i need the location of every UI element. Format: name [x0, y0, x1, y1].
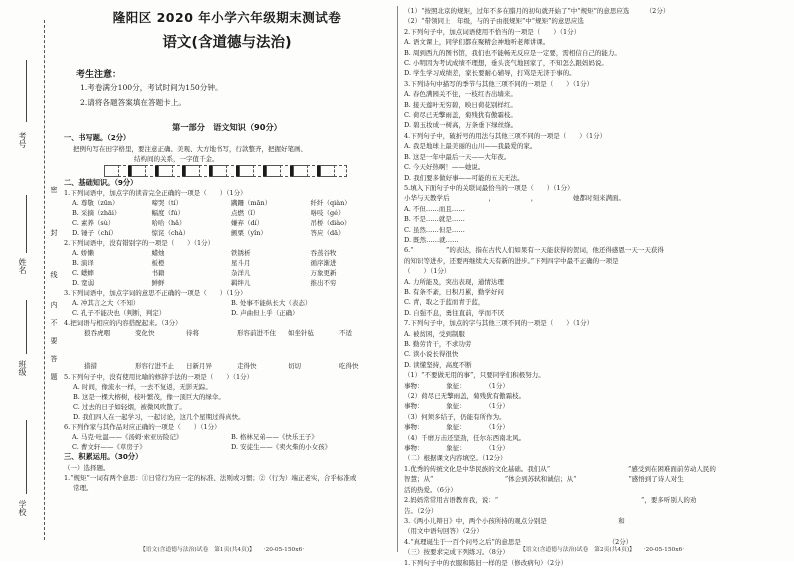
option-row: C. 素养（sù） 哈哈（hǎ） 嫌弃（dí） 吊桥（diào） — [72, 219, 351, 227]
label-school: 学校 — [18, 500, 27, 516]
notice-title: 考生注意： — [76, 70, 122, 80]
content-line: （2）“带领同上 年级，与的子由很规矩”中“规矩”的意思应选 — [404, 17, 584, 26]
content-line: C. 今天好热啊！——她说。 — [404, 163, 485, 172]
seal-char: 密 — [50, 186, 58, 194]
content-line: B. 周到西九的图书馆，我们也不能畅无反应是一定要，需相信自己的能力。 — [404, 48, 621, 57]
question-stem: 1.“规矩”一词有两个意思：①日常行为应一定的标准、法则或习惯；②（行为）端正老实，合乎标准或 — [64, 473, 357, 482]
seal-char: 要 — [50, 337, 58, 345]
seal-char: 题 — [50, 373, 58, 381]
class-field[interactable] — [26, 300, 27, 354]
option: A. 时间，像流水一样，一去不复返，无影无踪。 — [73, 383, 212, 391]
option-row: B. 采摘（zhāi） 幅度（fú） 点燃（ǐ） 咯吱（gé） — [72, 209, 345, 217]
content-line: B. 勤劳肯干，不求功劳 — [404, 340, 472, 348]
content-line: 2.下列句子中，加点词语使用不恰当的一项是（ ）（1分） — [404, 27, 581, 36]
left-page — [64, 8, 390, 493]
page-subtitle: 语文(含道德与法治) — [162, 35, 292, 51]
content-line: 5.填入下面句子中的关联词最恰当的一项是（ ）（1分） — [404, 183, 574, 192]
option: C. 过去的日子如轻烟，被微风吹散了。 — [73, 403, 186, 411]
page-title: 隆阳区 2020 年小学六年级期末测试卷 — [112, 10, 342, 25]
section-heading: 二、基础知识。（9分） — [64, 177, 138, 187]
name-field[interactable] — [26, 195, 27, 253]
content-line: B. 有条不紊，日积月累，勤学好问 — [404, 287, 504, 296]
instruction-text: 结构间的关系，一字值千金。 — [134, 154, 219, 163]
content-line: D. 自强不息，勇往直前，学而不厌 — [404, 308, 505, 317]
content-line: D. 学生学习成绩差，家长要耐心辅导，打骂是无济于事的。 — [404, 69, 576, 78]
content-line: C. 虽然……但是…… — [404, 225, 465, 234]
question-stem: 常理。 — [73, 483, 93, 492]
option: B. 这是一棵大榕树，枝叶繁茂，像一顶巨大的绿伞。 — [73, 393, 225, 401]
match-row-top[interactable]: 狼吞虎咽 变化快 待将 形容前进不住 如坐针毡 不适 — [84, 329, 352, 337]
content-line: 事物： 象征： （1分） — [404, 381, 509, 390]
option-row: A. 娇懒 蜡烛 铁锈析 吞蒸谷牧 — [72, 249, 337, 257]
match-row-bottom[interactable]: 措措 形容行进不止 日新月异 走得快 切切 吃得快 — [84, 362, 359, 370]
option-row: B. 演译 板橙 星斗月 循序渐进 — [72, 259, 337, 267]
content-line: 4.“真理诞生于一百个问号之后”的意思是 （2分） — [404, 537, 633, 546]
content-line: C. 小明因为考试成绩不理想，垂头丧气地回家了，不知怎么跟妈妈说。 — [404, 59, 608, 68]
label-number: 考号 — [18, 132, 27, 148]
content-line: （3）何须多结子，仍能有所作为。 — [404, 412, 506, 421]
question-stem: 4.把词语与相应的内容搭配起来。（3分） — [64, 319, 182, 327]
content-line: D. 碧玉妆成一树高，万条垂下绿丝绦。 — [404, 121, 518, 130]
content-line: 2.妈妈常常用古语教育我，说：“ ”，要多听别人的劝 — [404, 496, 697, 505]
content-line: 告。（2分） — [404, 506, 438, 515]
content-line: 1.下列句子中的衣服和陈旧一样的是（修改病句）（2分） — [404, 558, 568, 567]
content-line: A. 力所能及，突出表现，通情达理 — [404, 277, 504, 286]
content-line: （三）按要求完成下列练习。（8分） — [404, 548, 509, 557]
binding-margin — [0, 0, 62, 561]
seal-char: 封 — [50, 229, 58, 237]
option-row: D. 锤子（chí） 惊诧（chà） 颤栗（yǐn） 答应（dā） — [72, 229, 345, 237]
content-line: D. 读懂坚持，高度不断 — [404, 360, 472, 369]
seal-char: 不 — [50, 319, 58, 327]
content-line: C. 青，取之于蓝而青于蓝， — [404, 298, 485, 307]
notice-line: 1.考卷满分100分，考试时间为150分钟。 — [80, 83, 223, 92]
section-heading: 一、书写题。（2分） — [64, 133, 131, 142]
question-stem: 3.下列词语中，加点字词的意思不正确的一项是（ ）（1分） — [64, 289, 247, 297]
content-line: 事物： 象征： （1分） — [404, 402, 509, 411]
subsection-heading: （一）选择题。 — [64, 463, 110, 472]
content-line: 1.优秀的传统文化是中华民族的文化基础。我们从“ ”感受到在困难面前劳动人民的 — [404, 464, 716, 473]
section-heading: 三、积累运用。（30分） — [64, 452, 143, 461]
content-line: （4）千磨万击还坚劲，任尔东西南北风。 — [404, 433, 526, 442]
page-footer: 【语文(含道德与法治)试卷 第2页(共4页)】 ·20-05-150x6· — [520, 547, 685, 553]
content-line: 事物： 象征： （1分） — [404, 423, 509, 432]
writing-grid[interactable] — [104, 165, 390, 177]
content-line: A. 不但……而且…… — [404, 204, 465, 213]
content-line: A. 语文课上，同学们都在聚精会神地听老师讲课。 — [404, 38, 550, 47]
option-row: C. 曹文轩——《草房子》 D. 安徒生——《卖火柴的小女孩》 — [72, 443, 332, 451]
content-line: D. 既然……就…… — [404, 235, 459, 244]
question-stem: 6.下列作家与其作品对应正确的一项是（ ）（1分） — [64, 423, 221, 431]
page-divider — [397, 6, 398, 552]
seal-char: 答 — [50, 355, 58, 363]
seal-line — [44, 20, 45, 540]
school-field[interactable] — [26, 420, 27, 494]
content-line: A. 被贫困，受到制服 — [404, 329, 465, 338]
content-line: 小华与天教学后 ， ， 她都时刻来满面。 — [404, 194, 625, 203]
instruction-text: 把例句写在田字格里，要注意正确、美观、大方地书写，行款整齐，把握好笔画、 — [73, 144, 307, 153]
option-row: A. 冲其言之大（不知） B. 处事不能纵长大（表态） — [72, 299, 312, 307]
content-line: （1）“按照北京的规矩，过年不多在腊月的初旬就开始了”中“规矩”的意思应选 （2分） — [404, 7, 670, 15]
content-line: B. 不是……就是…… — [404, 215, 465, 224]
right-content — [404, 6, 788, 568]
content-line: 活的热爱。（6分） — [404, 485, 457, 494]
content-line: A. 春色满园关不住，一枝红杏出墙来。 — [404, 90, 517, 99]
option-row: C. 孔子不能决也（判断，判定） D. 声曲但上乎（正确） — [72, 309, 299, 317]
notice-line: 2.请将各题答案填在答题卡上。 — [80, 98, 186, 107]
label-name: 姓名 — [18, 258, 27, 274]
question-stem: 1.下列词语中，加点字的读音完全正确的一项是（ ）（1分） — [64, 189, 247, 197]
content-line: A. 我是地球上最美丽的山川——我最爱的家。 — [404, 142, 537, 151]
option-row: D. 宽弱 鲜鲜 羁绊儿 推出不穷 — [72, 279, 337, 287]
right-page — [404, 6, 788, 568]
content-line: B. 这是一年中最后一天——大年夜。 — [404, 152, 511, 161]
label-class: 班级 — [18, 360, 27, 376]
option: D. 我们四人在一起学习，一起讨论，这几个星期过得真快。 — [73, 413, 245, 421]
page-footer: 【语文(含道德与法治)试卷 第1页(共4页)】 ·20-05-150x6· — [140, 547, 305, 553]
option-row: A. 马克·吐温——《汤姆·索亚历险记》 B. 格林兄弟——《快乐王子》 — [72, 433, 318, 441]
content-line: （用文中语句回答）（2分） — [404, 527, 483, 536]
number-field[interactable] — [26, 60, 27, 122]
content-line: 3.下列诗句中描写的季节与其他三项不同的一项是（ ）（1分） — [404, 79, 594, 88]
question-stem: 5.下列句子中，没有使用比喻的修辞手法的一项是（ ）（1分） — [64, 373, 254, 381]
content-line: （1）“不要做无用的事”，只要同学们积极努力。 — [404, 371, 545, 380]
content-line: （2）荷尽已无擎雨盖，菊残犹有傲霜枝。 — [404, 392, 526, 401]
content-line: C. 荷尽已无擎雨盖，菊残犹有傲霜枝。 — [404, 111, 517, 120]
content-line: D. 我们要多做好事——可能的五天无法。 — [404, 173, 524, 182]
option-row: C. 蟋蟀 书籍 杂洋儿 万象更新 — [72, 269, 337, 277]
option-row: A. 尊敬（zūn） 啼哭（tí） 蹒跚（mān） 纤纤（qiàn） — [72, 199, 351, 207]
content-line: 6.“ ”的表达，指在古代人们如果有一天能获得的贺词，他还得感恩一天一天获得 — [404, 246, 664, 255]
seal-char: 线 — [50, 271, 58, 279]
content-line: 智慧；从“ ”体会到苏轼和诚信；从“ ”感悟到了诗人对生 — [404, 475, 684, 484]
seal-char: 内 — [50, 301, 58, 309]
content-line: （ ）（1分） — [404, 267, 451, 276]
content-line: 的知识等进步，还要再继续大天有新的进步。”下列四字中最不正确的一项是 — [404, 256, 619, 265]
content-line: B. 接天莲叶无穷碧，映日荷花别样红。 — [404, 100, 517, 109]
content-line: 4.下列句子中，破折号的用法与其他三项不同的一项是（ ）（1分） — [404, 131, 607, 140]
question-stem: 2.下列词语中，没有错别字的一项是（ ）（1分） — [64, 239, 215, 247]
content-line: 7.下列句子中，加点的字与其他三项不同的一项是（ ）（1分） — [404, 319, 594, 328]
content-line: C. 读小说长得很快 — [404, 350, 459, 359]
content-line: 3.《两小儿辩日》中，两个小孩所持的观点分别是 和 — [404, 516, 625, 525]
content-line: 事物： 象征： （1分） — [404, 444, 509, 453]
part-heading: 第一部分 语文知识（90分） — [172, 122, 282, 132]
content-line: （二）根据课文内容填空。（12分） — [404, 454, 507, 463]
